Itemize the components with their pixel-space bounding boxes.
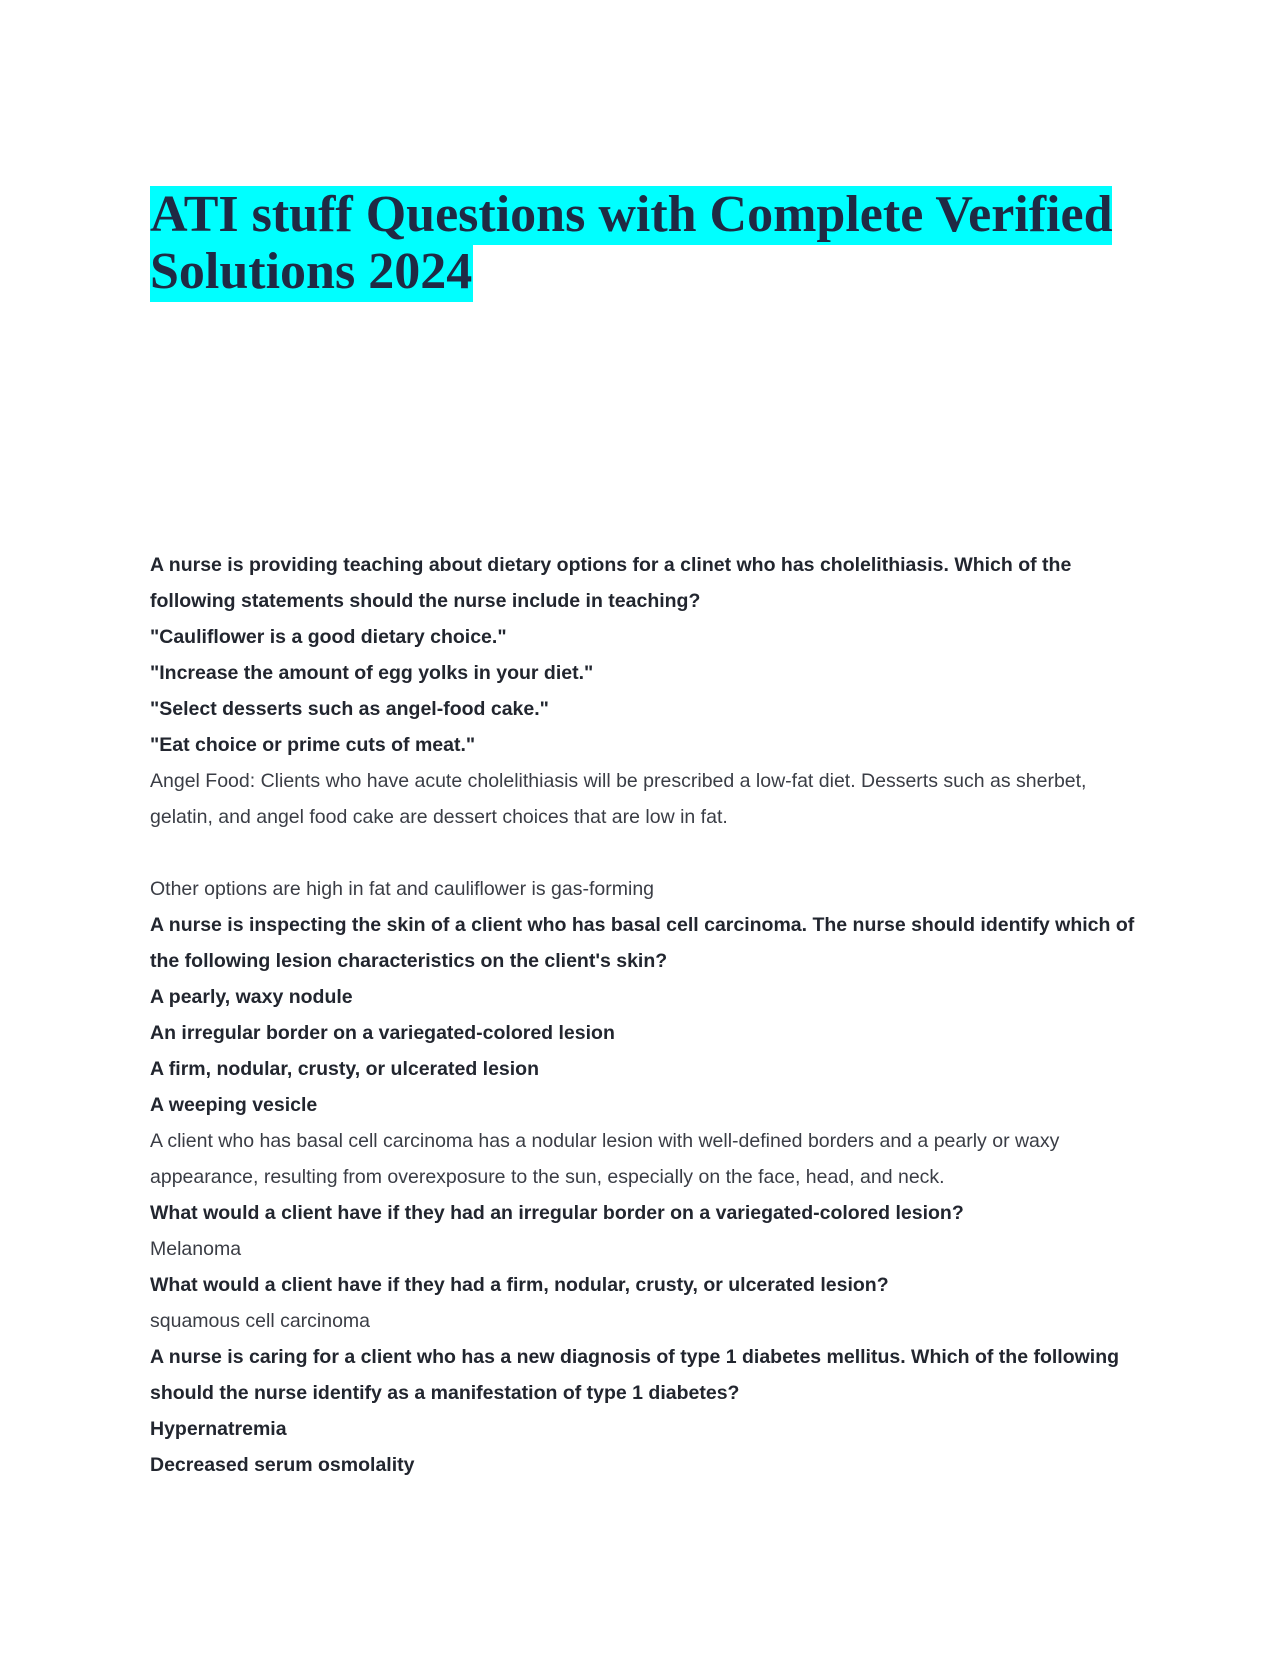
answer-option: "Eat choice or prime cuts of meat." xyxy=(150,734,476,756)
answer-note: Other options are high in fat and cauliflower is gas-forming xyxy=(150,878,655,900)
document-title xyxy=(150,186,1130,300)
paragraph-spacer xyxy=(150,835,1140,871)
answer-option: A weeping vesicle xyxy=(150,1094,318,1116)
answer-option: "Select desserts such as angel-food cake." xyxy=(150,698,549,720)
answer-option: Hypernatremia xyxy=(150,1418,287,1440)
title-highlight: ATI stuff Questions with Complete Verified Solutions 2024 xyxy=(150,186,1113,300)
answer-explanation: A client who has basal cell carcinoma has a nodular lesion with well-defined borders and a pearly or waxy appearance, resulting from overexposure to the sun, especially on the face, head, and neck. xyxy=(150,1130,1060,1188)
answer-option: "Cauliflower is a good dietary choice." xyxy=(150,626,507,648)
answer-text: Melanoma xyxy=(150,1238,242,1260)
question-text: A nurse is providing teaching about dietary options for a clinet who has cholelithiasis. Which of the following statements should the nurse include in teaching? xyxy=(150,554,1072,612)
answer-option: Decreased serum osmolality xyxy=(150,1454,415,1476)
answer-option: "Increase the amount of egg yolks in your diet." xyxy=(150,662,594,684)
answer-text: squamous cell carcinoma xyxy=(150,1310,371,1332)
question-text: A nurse is inspecting the skin of a client who has basal cell carcinoma. The nurse should identify which of the following lesion characteristics on the client's skin? xyxy=(150,914,1135,972)
answer-option: A firm, nodular, crusty, or ulcerated lesion xyxy=(150,1058,540,1080)
answer-option: A pearly, waxy nodule xyxy=(150,986,353,1008)
question-text: What would a client have if they had a firm, nodular, crusty, or ulcerated lesion? xyxy=(150,1274,889,1296)
question-text: What would a client have if they had an irregular border on a variegated-colored lesion? xyxy=(150,1202,964,1224)
answer-explanation: Angel Food: Clients who have acute cholelithiasis will be prescribed a low-fat diet. Desserts such as sherbet, gelatin, and angel food cake are dessert choices that are low in fat. xyxy=(150,770,1087,828)
answer-option: An irregular border on a variegated-colored lesion xyxy=(150,1022,615,1044)
document-body xyxy=(150,547,1140,1483)
question-text: A nurse is caring for a client who has a new diagnosis of type 1 diabetes mellitus. Which of the following should the nurse identify as a manifestation of type 1 diabetes? xyxy=(150,1346,1120,1404)
